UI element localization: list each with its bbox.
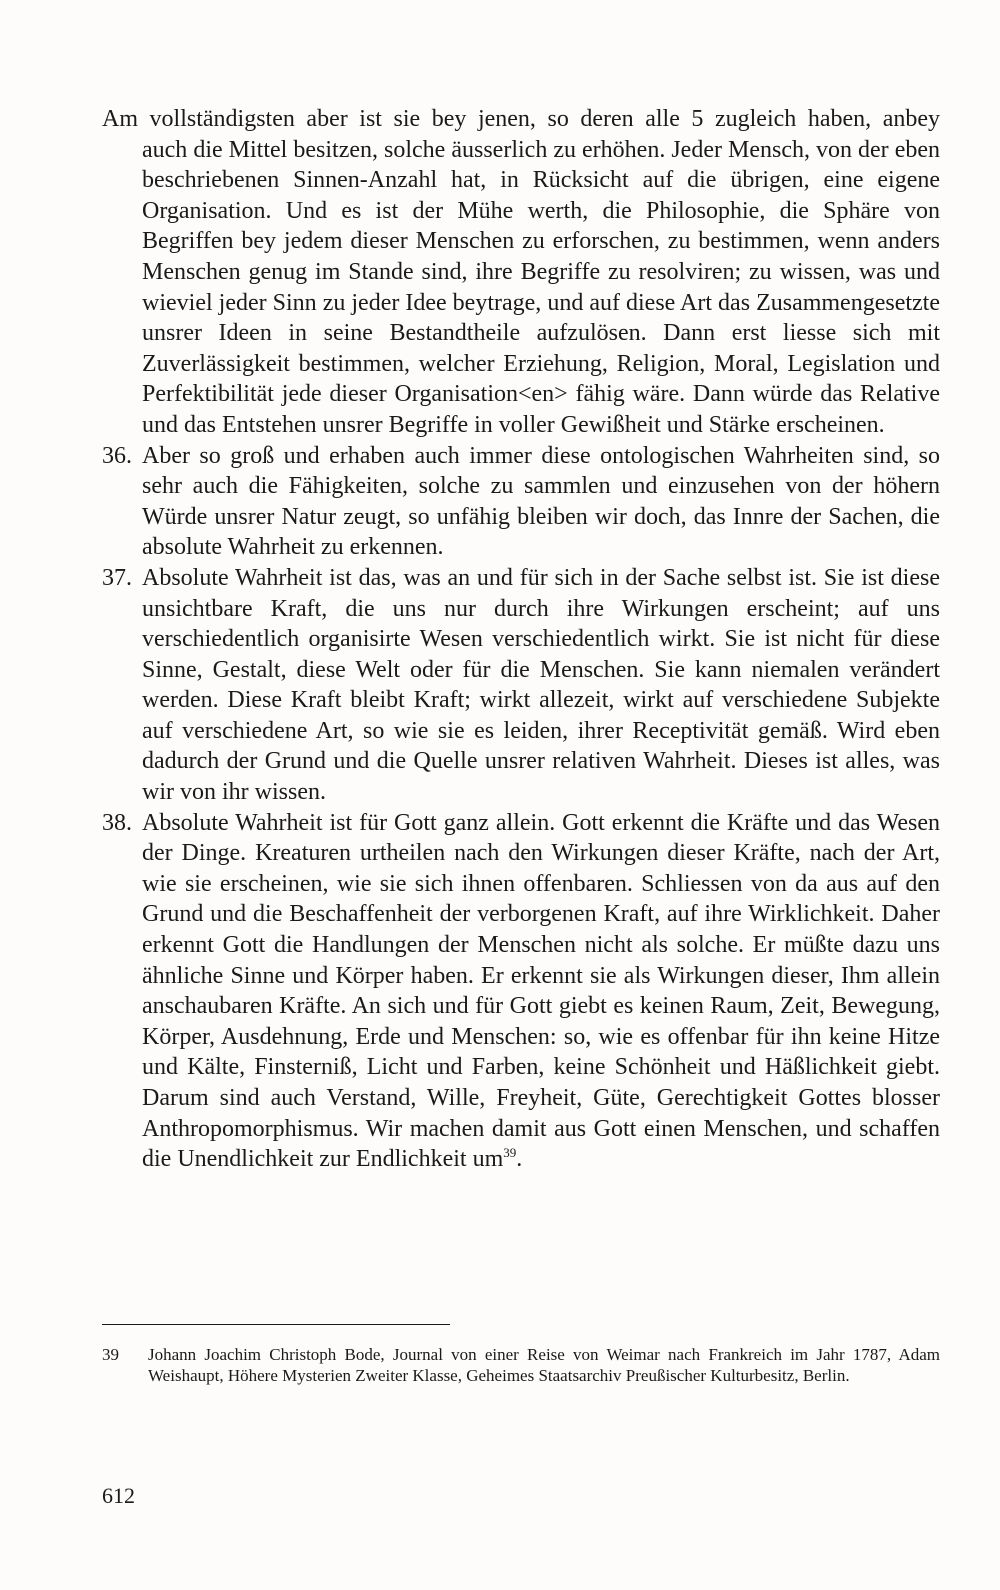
section-36	[102, 441, 940, 563]
section-text: Absolute Wahrheit ist für Gott ganz allein. Gott erkennt die Kräfte und das Wesen der Dinge. Kreaturen urtheilen nach den Wirkungen dieser Kräfte, nach der Art, wie sie erscheinen, wie sie sich ihnen offenbaren. Schliessen von da aus auf den Grund und die Beschaffenheit der verborgenen Kraft, auf ihre Wirklichkeit. Daher erkennt Gott die Handlungen der Menschen nicht als solche. Er müßte dazu uns ähnliche Sinne und Körper haben. Er erkennt sie als Wirkungen dieser, Ihm allein anschaubaren Kräfte. An sich und für Gott giebt es keinen Raum, Zeit, Bewegung, Körper, Ausdehnung, Erde und Menschen: so, wie es offenbar für ihn keine Hitze und Kälte, Finsterniß, Licht und Farben, keine Schönheit und Häßlichkeit giebt. Darum sind auch Verstand, Wille, Freyheit, Güte, Gerechtigkeit Gottes blosser Anthropomorphismus. Wir machen damit aus Gott einen Menschen, und schaffen die Unendlichkeit zur Endlichkeit um	[142, 809, 940, 1173]
footnote-separator-rule	[102, 1324, 450, 1325]
footnote-number: 39	[102, 1345, 119, 1364]
page-number: 612	[102, 1483, 135, 1508]
paragraph-first-line: Am vollständigsten aber ist sie bey jenen, so deren alle 5 zugleich haben, anbey	[102, 106, 940, 132]
continued-paragraph	[102, 104, 940, 135]
section-number: 37.	[102, 564, 132, 591]
paragraph-continuation-text: auch die Mittel besitzen, solche äusserlich zu erhöhen. Jeder Mensch, von der eben beschriebenen Sinnen-Anzahl hat, in Rücksicht auf die übrigen, eine eigene Organisation. Und es ist der Mühe werth, die Philosophie, die Sphäre von Begriffen bey jedem dieser Menschen zu erforschen, zu bestimmen, wenn anders Menschen genug im Stande sind, ihre Begriffe zu resolviren; zu wissen, was und wieviel jeder Sinn zu jeder Idee beytrage, und auf diese Art das Zusammengesetzte unsrer Ideen in seine Bestandtheile aufzulösen. Dann erst liesse sich mit Zuverlässigkeit bestimmen, welcher Erziehung, Religion, Moral, Legislation und Perfektibilität jede dieser Organisation<en> fähig wäre. Dann würde das Relative und das Entstehen unsrer Begriffe in voller Gewißheit und Stärke erscheinen.	[142, 136, 940, 438]
footnote-text: Johann Joachim Christoph Bode, Journal von einer Reise von Weimar nach Frankreich im Jahr 1787, Adam Weishaupt, Höhere Mysterien Zweiter Klasse, Geheimes Staatsarchiv Preußischer Kulturbesitz, Berlin.	[148, 1345, 940, 1385]
section-37	[102, 563, 940, 808]
section-text: Absolute Wahrheit ist das, was an und für sich in der Sache selbst ist. Sie ist diese unsichtbare Kraft, die uns nur durch ihre Wirkungen erscheint; auf uns verschiedentlich organisirte Wesen verschiedentlich wirkt. Sie ist nicht für diese Sinne, Gestalt, diese Welt oder für die Menschen. Sie kann niemalen verändert werden. Diese Kraft bleibt Kraft; wirkt allezeit, wirkt auf verschiedene Subjekte auf verschiedene Art, so wie sie es leiden, ihrer Receptivität gemäß. Wird eben dadurch der Grund und die Quelle unsrer relativen Wahrheit. Dieses ist alles, was wir von ihr wissen.	[142, 564, 940, 806]
footnote-39	[102, 1344, 940, 1386]
section-text: Aber so groß und erhaben auch immer diese ontologischen Wahrheiten sind, so sehr auch die Fähigkeiten, solche zu sammlen und einzusehen von der höhern Würde unsrer Natur zeugt, so unfähig bleiben wir doch, das Innre der Sachen, die absolute Wahrheit zu erkennen.	[142, 442, 940, 561]
section-end-punctuation: .	[516, 1146, 523, 1173]
section-number: 36.	[102, 442, 132, 469]
main-text-block	[102, 104, 940, 1175]
section-number: 38.	[102, 809, 132, 836]
footnote-reference[interactable]: 39	[503, 1145, 517, 1161]
section-38	[102, 808, 940, 1175]
